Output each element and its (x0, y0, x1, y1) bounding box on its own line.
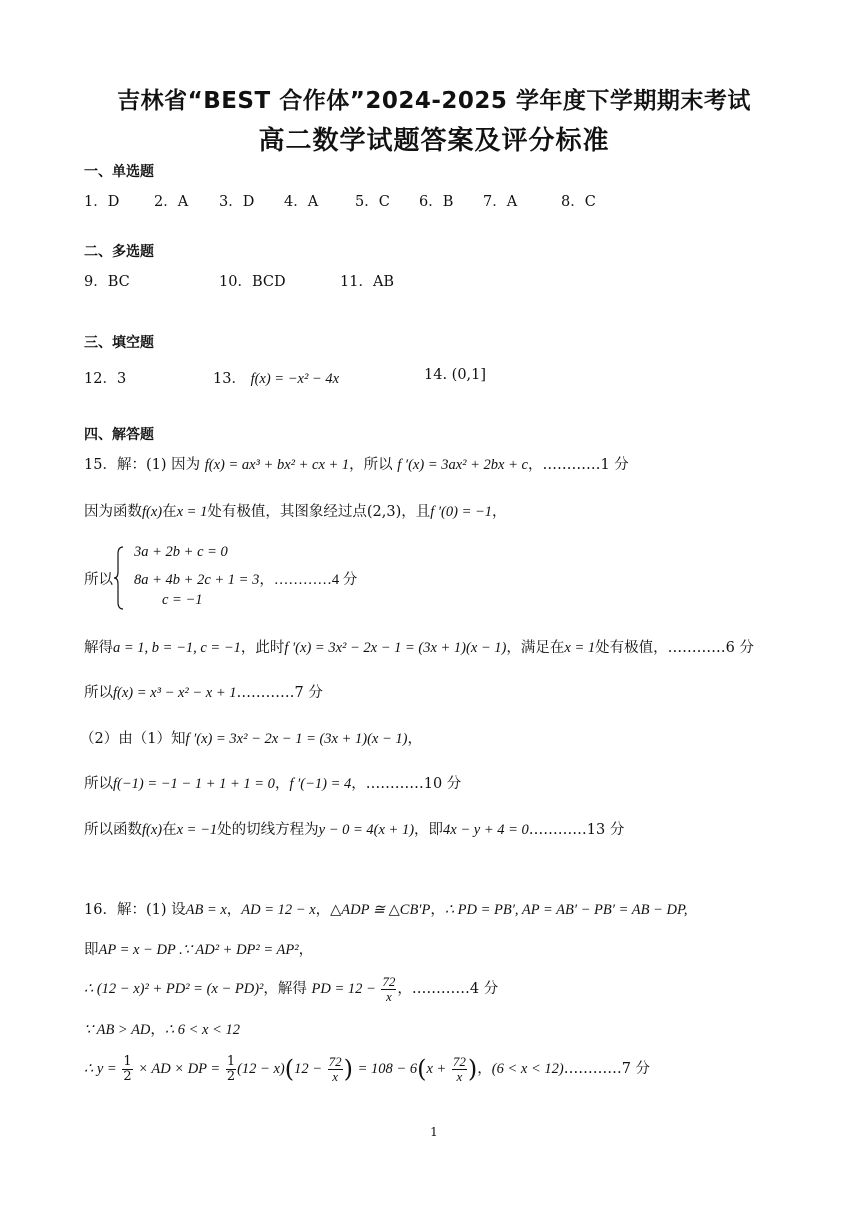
left-brace-icon (114, 546, 124, 610)
equation: 3a + 2b + c = 0 (134, 544, 228, 560)
answer-item (424, 367, 486, 383)
question-number: 14. (424, 367, 448, 383)
section-heading-fill-blank: 三、填空题 (84, 335, 154, 351)
page-number: 1 (430, 1125, 438, 1139)
answer-item: 10．BCD (219, 274, 286, 290)
answer-item: 2．A (154, 194, 189, 210)
answer-item (213, 367, 339, 388)
question-number: 13． (213, 371, 246, 387)
exam-subtitle: 高二数学试题答案及评分标准 (258, 126, 610, 156)
score-note: ，…………4 分 (397, 981, 499, 997)
solution-line: ∵ AB > AD，∴ 6 < x < 12 (84, 1022, 241, 1038)
solution-line: 16．解：(1) 设AB = x，AD = 12 − x，△ADP ≅ △CB′P，∴ PD = PB′, AP = AB′ − PB′ = AB − DP, (84, 902, 688, 918)
answer-item: 12．3 (84, 371, 127, 387)
solution-line: 所以f(−1) = −1 − 1 + 1 + 1 = 0，f ′(−1) = 4，…………10 分 (84, 776, 462, 792)
math-expression: f ′(x) = 3ax² + 2bx + c (397, 457, 528, 473)
score-note: …………13 分 (528, 822, 625, 838)
math-expression: f(x) = ax³ + bx² + cx + 1 (204, 457, 350, 473)
section-heading-solutions: 四、解答题 (84, 427, 154, 443)
answer-item: 11．AB (340, 274, 395, 290)
solution-line: ∴ (12 − x)² + PD² = (x − PD)²，解得 PD = 12 − $\frac{72}{x}$ ，…………4 分 (84, 973, 499, 1004)
solution-line: 解得a = 1, b = −1, c = −1，此时f ′(x) = 3x² − 2x − 1 = (3x + 1)(x − 1)，满足在x = 1处有极值，…………6 分 (84, 640, 754, 656)
equation: c = −1 (162, 592, 203, 608)
fraction: $\frac{1}{2}$ (123, 1053, 132, 1084)
score-note: 处有极值，…………6 分 (595, 640, 754, 656)
answer-item: 6．B (419, 194, 454, 210)
exam-title: 吉林省“BEST 合作体”2024-2025 学年度下学期期末考试 (117, 88, 751, 114)
solution-line: 因为函数f(x)在x = 1处有极值，其图象经过点(2,3)，且f ′(0) = −1， (84, 504, 507, 520)
score-note: …………7 分 (563, 1061, 651, 1077)
solution-line: 15．解：(1) 因为 f(x) = ax³ + bx² + cx + 1，所以 f ′(x) = 3ax² + 2bx + c，…………1 分 (84, 457, 629, 473)
section-heading-multi-choice: 二、多选题 (84, 244, 154, 260)
equation-system: 所以 3a + 2b + c = 0 8a + 4b + 2c + 1 = 3，…………4 分 c = −1 (84, 544, 358, 608)
equation: 8a + 4b + 2c + 1 = 3，…………4 分 (134, 572, 358, 588)
score-note: …………7 分 (236, 685, 323, 701)
score-note: ，…………4 分 (259, 572, 358, 588)
answer-item: 9．BC (84, 274, 130, 290)
score-note: ，…………10 分 (351, 776, 462, 792)
answer-item: 7．A (483, 194, 518, 210)
fraction: $\frac{72}{x}$ (382, 973, 396, 1004)
answer-item: 3．D (219, 194, 255, 210)
answer-item: 4．A (284, 194, 319, 210)
fraction: $\frac{72}{x}$ (452, 1053, 466, 1084)
answer-item: 5．C (355, 194, 390, 210)
math-expression: f(x) = −x² − 4x (250, 371, 340, 387)
solution-line: 所以函数f(x)在x = −1处的切线方程为y − 0 = 4(x + 1)，即4x − y + 4 = 0…………13 分 (84, 822, 625, 838)
solution-line: 所以f(x) = x³ − x² − x + 1…………7 分 (84, 685, 323, 701)
solution-line: ∴ y = $\frac{1}{2}$ × AD × DP = $\frac{1}{2}$ (12 − x)(12 − $\frac{72}{x}$ ) = 108 − 6(x + $\frac{72}{x}$ )，(6 < x < 12)…………7 分 (84, 1053, 651, 1084)
answer-item: 8．C (561, 194, 596, 210)
solution-line: 即AP = x − DP .∵ AD² + DP² = AP²， (84, 942, 314, 958)
solution-line: （2）由（1）知f ′(x) = 3x² − 2x − 1 = (3x + 1)(x − 1)， (80, 731, 422, 747)
answer-item: 1．D (84, 194, 120, 210)
score-note: ，…………1 分 (527, 457, 629, 473)
fraction: $\frac{72}{x}$ (328, 1053, 342, 1084)
section-heading-single-choice: 一、单选题 (84, 164, 154, 180)
fraction: $\frac{1}{2}$ (226, 1053, 236, 1084)
math-expression: (0,1] (451, 367, 487, 383)
